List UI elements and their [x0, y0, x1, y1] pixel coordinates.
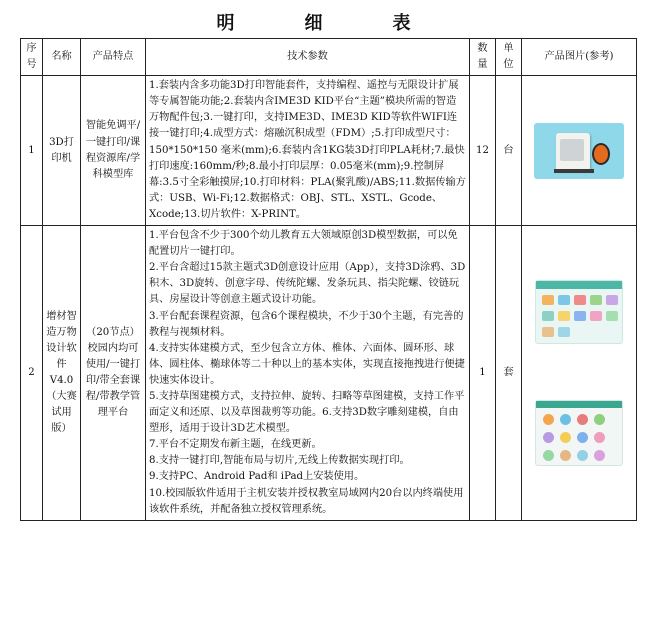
header-qty: 数量 [470, 39, 496, 76]
software-screenshot-1 [535, 280, 623, 344]
row-unit: 台 [496, 76, 522, 226]
table-row [21, 226, 637, 521]
header-params: 技术参数 [146, 39, 470, 76]
header-image: 产品图片(参考) [522, 39, 637, 76]
3d-printer-photo [534, 123, 624, 179]
header-seq: 序号 [21, 39, 43, 76]
row-qty: 12 [470, 76, 496, 226]
param-line: 4.支持实体建模方式，至少包含立方体、椎体、六面体、圆环形、球体、圆柱体、椭球体等二十种以上的基本实体，实现直接拖拽进行便捷快速实体设计。 [149, 342, 465, 386]
table-row [21, 76, 637, 226]
row-unit: 套 [496, 226, 522, 521]
param-line: 2.平台含超过15款主题式3D创意设计应用（App），支持3D涂鸦、3D积木、3D旋转、创意字母、传统陀螺、发条玩具、指尖陀螺、铰链玩具、房屋设计等创意主题式设计功能。 [149, 262, 466, 306]
param-line: 3.平台配套课程资源，包含6个课程模块，不少于30个主题，有完善的教程与视频材料。 [149, 310, 464, 338]
header-row [21, 39, 637, 76]
header-name: 名称 [43, 39, 81, 76]
row-qty: 1 [470, 226, 496, 521]
header-feature: 产品特点 [81, 39, 146, 76]
row-params [146, 226, 470, 521]
row-seq: 1 [21, 76, 43, 226]
param-line: 10.校园版软件适用于主机安装并授权教室局域网内20台以内终端使用该软件系统，并配备独立授权管理系统。 [149, 487, 464, 515]
param-line: 1.平台包含不少于300个幼儿教育五大领域原创3D模型数据，可以免配置切片一键打印。 [149, 230, 458, 258]
param-line: 7.平台不定期发布新主题，在线更新。 [149, 439, 322, 451]
header-unit: 单位 [496, 39, 522, 76]
row-name: 增材智造万物设计软件V4.0（大赛试用版） [43, 226, 81, 521]
page-title: 明 细 表 [216, 13, 437, 34]
param-line: 5.支持草图建模方式，支持拉伸、旋转、扫略等草图建模，支持工作平面定义和还原、以及草图裁剪等功能。6.支持3D数字雕刻建模，自由塑形，适用于设计3D艺术模型。 [149, 390, 465, 435]
row-feature: 智能免调平/一键打印/课程资源库/学科模型库 [81, 76, 146, 226]
row-seq: 2 [21, 226, 43, 521]
row-name: 3D打印机 [43, 76, 81, 226]
software-screenshot-2 [535, 400, 623, 466]
param-line: 9.支持PC、Android Pad和 iPad上安装使用。 [149, 471, 365, 483]
row-feature: （20节点）校园内均可使用/一键打印/带全套课程/带教学管理平台 [81, 226, 146, 521]
row-image-cell [522, 226, 637, 521]
param-line: 8.支持一键打印,智能布局与切片,无线上传数据实现打印。 [149, 455, 410, 467]
spec-table [20, 38, 637, 521]
row-params: 1.套装内含多功能3D打印智能套件，支持编程、遥控与无限设计扩展等专属智能功能;2.套装内含IME3D KID平台“主题”模块所需的智造万物配件包;3.一键打印，支持IME3D、IME3D KID等软件WIFI连接一键打印;4.成型方式：熔融沉积成型（FDM）;5.打印成型尺寸：150*150*150 毫米(mm);6.套装内含1KG装3D打印PLA耗材;7.最快打印速度:160mm/秒;8.最小打印层厚：0.05毫米(mm);9.控制屏幕:3.5寸全彩触摸屏;10.打印材料：PLA(聚乳酸)/ABS;11.数据传输方式：USB、Wi-Fi;12.数据格式：OBJ、STL、XSTL、Gcode、Xcode;13.切片软件：X-PRINT。 [146, 76, 470, 226]
row-image-cell [522, 76, 637, 226]
